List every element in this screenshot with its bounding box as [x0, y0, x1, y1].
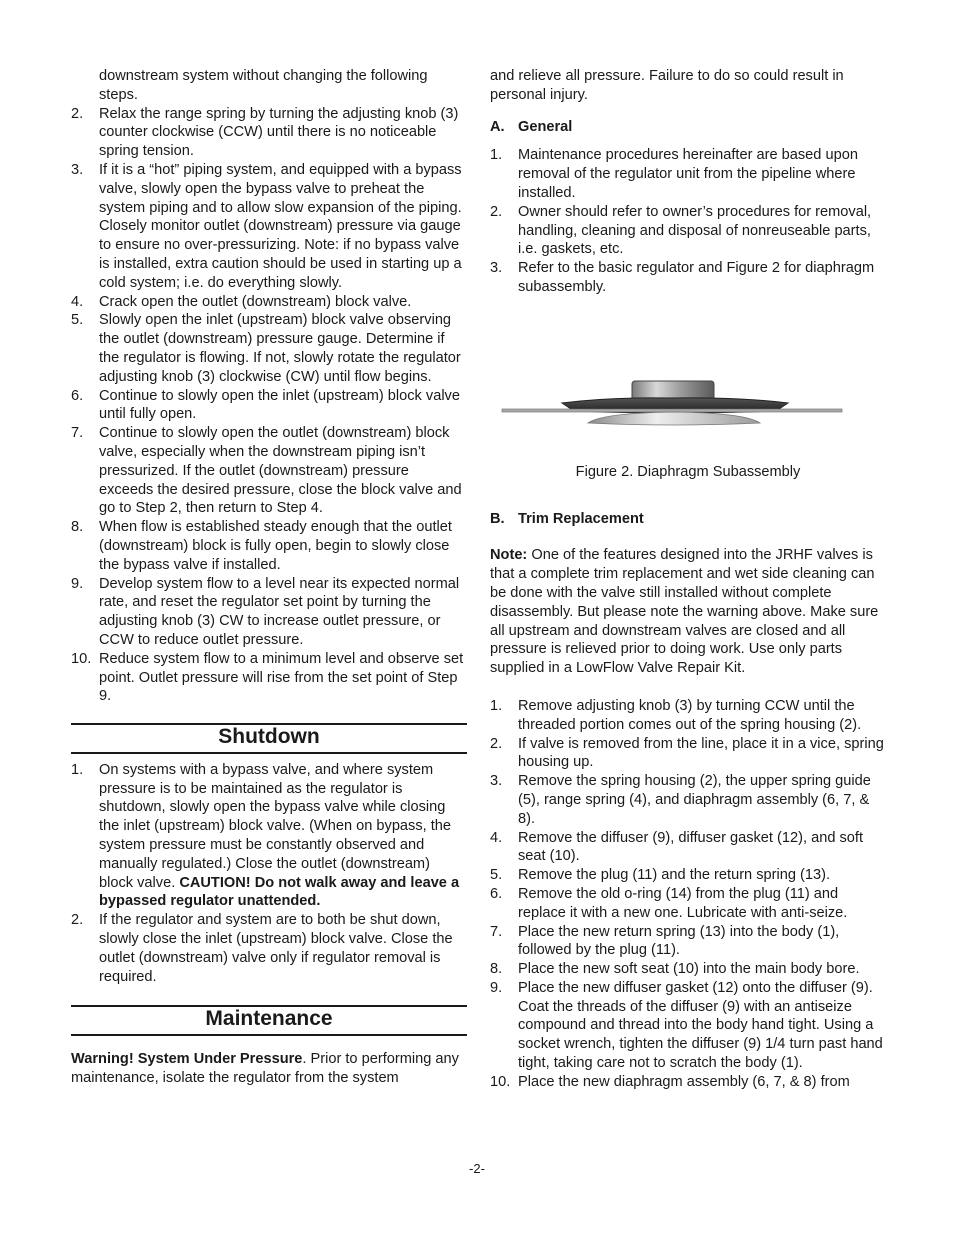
list-item: 6. Remove the old o-ring (14) from the plug (11) and replace it with a new one. Lubricate with anti-seize. — [490, 885, 848, 921]
list-item: 2. If valve is removed from the line, place it in a vice, spring housing up. — [490, 735, 884, 771]
maintenance-heading: Maintenance — [71, 1005, 467, 1036]
trim-heading: B. Trim Replacement — [490, 510, 644, 527]
list-item: 3. If it is a “hot” piping system, and equipped with a bypass valve, slowly open the bypass valve to preheat the system piping and to allow slow expansion of the piping. Closely monitor outlet (downstream) pressure via gauge to ensure no over-pressurizing. Note: if no bypass valve is installed, extra caution should be used in starting up a cold system; i.e. do everything slowly. — [71, 161, 462, 291]
list-item: 4. Remove the diffuser (9), diffuser gasket (12), and soft seat (10). — [490, 829, 864, 865]
startup-steps — [71, 105, 467, 707]
list-item: 9. Place the new diffuser gasket (12) onto the diffuser (9). Coat the threads of the diffuser (9) with an antiseize compound and thread into the body hand tight. Using a socket wrench, tighten the diffuser (9) 1/4 turn past hand tight, taking care not to scratch the body (1). — [490, 979, 883, 1072]
list-item: 7. Continue to slowly open the outlet (downstream) block valve, especially when the downstream piping isn’t pressurized. If the outlet (downstream) pressure exceeds the desired pressure, close the block valve and go to Step 2, then return to Step 4. — [71, 425, 462, 517]
list-item: 7. Place the new return spring (13) into the body (1), followed by the plug (11). — [490, 923, 840, 959]
list-item: 5. Slowly open the inlet (upstream) block valve observing the outlet (downstream) pressure gauge. Determine if the regulator is flowing. If not, slowly rotate the regulator adjusting knob (3) clockwise (CW) until flow begins. — [71, 312, 461, 385]
list-item: 1. Remove adjusting knob (3) by turning CCW until the threaded portion comes out of the spring housing (2). — [490, 697, 862, 733]
warning-paragraph: Warning! System Under Pressure. Prior to performing any maintenance, isolate the regulator from the system — [71, 1051, 459, 1087]
list-item: 1. On systems with a bypass valve, and where system pressure is to be maintained as the regulator is shutdown, slowly open the bypass valve while closing the inlet (upstream) block valve. (When on bypass, the system pressure must be constantly observed and manually regulated.) Close the outlet (downstream) block valve. CAUTION! Do not walk away and leave a bypassed regulator unattended. — [71, 761, 460, 910]
list-item: 5. Remove the plug (11) and the return spring (13). — [490, 867, 831, 884]
list-item: 4. Crack open the outlet (downstream) block valve. — [71, 293, 412, 310]
list-item: 2. Relax the range spring by turning the adjusting knob (3) counter clockwise (CCW) until there is no noticeable spring tension. — [71, 105, 459, 160]
figure-caption: Figure 2. Diaphragm Subassembly — [575, 463, 801, 480]
warning-continuation: and relieve all pressure. Failure to do so could result in personal injury. — [490, 68, 844, 103]
diaphragm-subassembly-image — [490, 375, 886, 455]
list-item: 9. Develop system flow to a level near its expected normal rate, and reset the regulator set point by turning the adjusting knob (3) CW to increase outlet pressure, or CCW to reduce outlet pressure. — [71, 575, 460, 648]
list-item: 10. Reduce system flow to a minimum level and observe set point. Outlet pressure will rise from the set point of Step 9. — [71, 650, 464, 705]
left-column — [71, 67, 467, 1088]
right-column — [490, 67, 886, 1092]
caution-text: CAUTION! Do not walk away and leave a bypassed regulator unattended. — [99, 874, 460, 910]
note-paragraph: Note: One of the features designed into the JRHF valves is that a complete trim replacement and wet side cleaning can be done with the valve still installed without complete disassembly. But please note the warning above. Make sure all upstream and downstream valves are closed and all pressure is relieved prior to doing work. Use only parts supplied in a LowFlow Valve Repair Kit. — [490, 547, 879, 677]
trim-steps — [490, 697, 886, 1092]
warning-label: Warning! System Under Pressure — [71, 1051, 303, 1068]
list-item: 3. Refer to the basic regulator and Figure 2 for diaphragm subassembly. — [490, 260, 875, 295]
list-item: 1. Maintenance procedures hereinafter are based upon removal of the regulator unit from the pipeline where installed. — [490, 147, 858, 201]
list-item: 3. Remove the spring housing (2), the upper spring guide (5), range spring (4), and diaphragm assembly (6, 7, & 8). — [490, 773, 871, 827]
list-item: 6. Continue to slowly open the inlet (upstream) block valve until fully open. — [71, 387, 460, 423]
page-number: -2- — [469, 1161, 485, 1176]
note-label: Note: — [490, 547, 528, 564]
general-heading: A. General — [490, 118, 573, 135]
list-item: 2. If the regulator and system are to both be shut down, slowly close the inlet (upstream) block valve. Close the outlet (downstream) valve only if regulator removal is required. — [71, 912, 453, 985]
diaphragm-figure — [490, 375, 886, 455]
list-item: 8. Place the new soft seat (10) into the main body bore. — [490, 961, 860, 978]
list-item: 2. Owner should refer to owner’s procedures for removal, handling, cleaning and disposal of nonreuseable parts, i.e. gaskets, etc. — [490, 203, 872, 258]
intro-continuation: downstream system without changing the following steps. — [99, 68, 428, 103]
list-item: 8. When flow is established steady enough that the outlet (downstream) block is fully open, begin to slowly close the bypass valve if installed. — [71, 519, 452, 573]
list-item: 10. Place the new diaphragm assembly (6, 7, & 8) from — [490, 1073, 850, 1090]
shutdown-heading: Shutdown — [71, 723, 467, 754]
general-steps — [490, 146, 886, 296]
shutdown-steps — [71, 761, 467, 987]
